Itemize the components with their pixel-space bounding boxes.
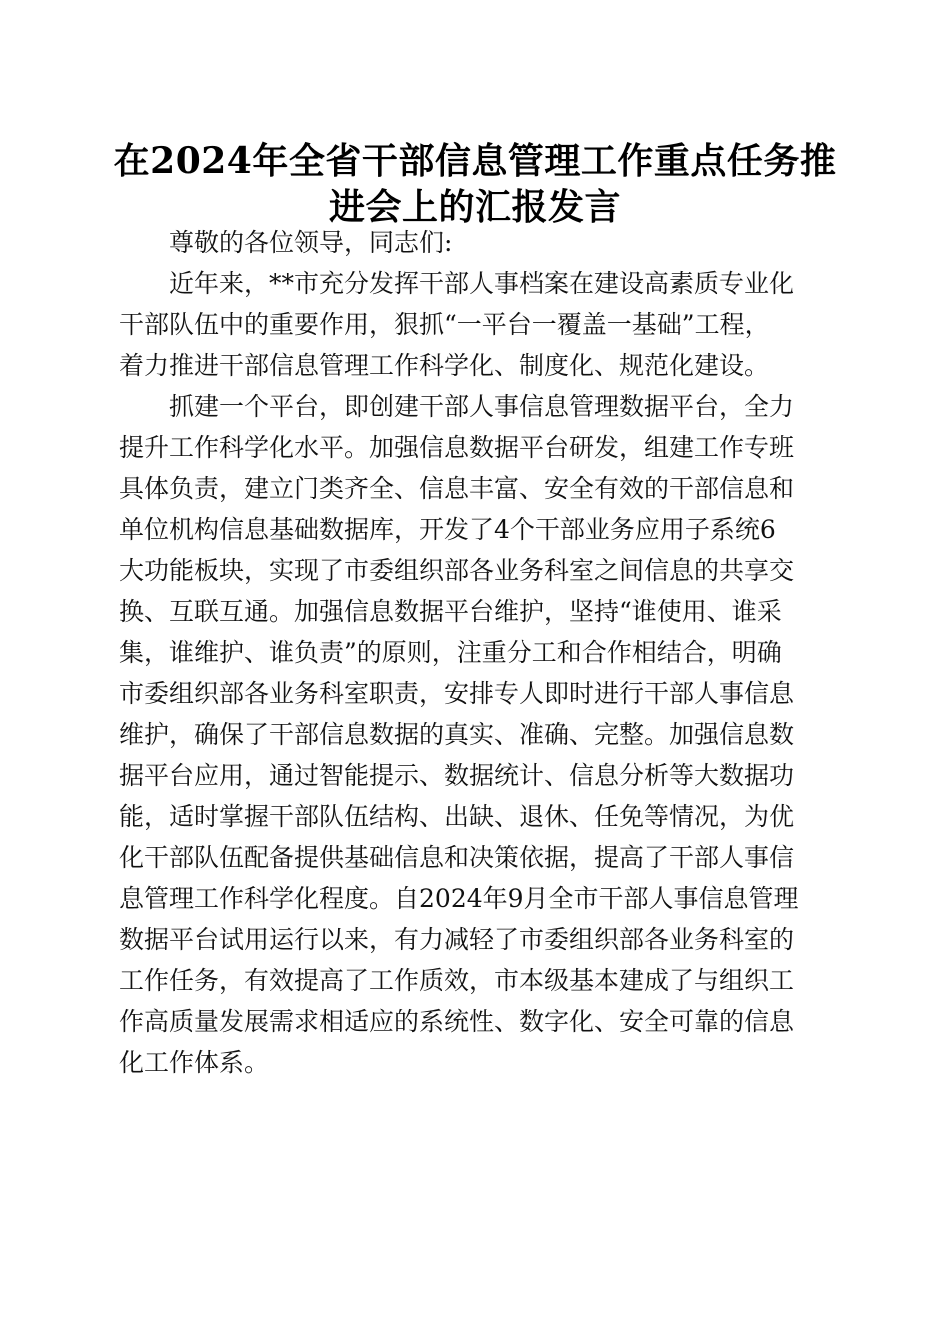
- paragraph-line: 作高质量发展需求相适应的系统性、数字化、安全可靠的信息: [119, 1007, 795, 1036]
- salutation: 尊敬的各位领导，同志们:: [169, 228, 453, 257]
- paragraph-2: [119, 386, 819, 1083]
- paragraph-line: 市委组织部各业务科室职责，安排专人即时进行干部人事信息: [119, 679, 795, 708]
- document-title: [110, 138, 840, 230]
- title-line-2: 进会上的汇报发言: [328, 186, 621, 228]
- paragraph-line: 能，适时掌握干部队伍结构、出缺、退休、任免等情况，为优: [119, 802, 795, 831]
- paragraph-line: 干部队伍中的重要作用，狠抓“一平台一覆盖一基础”工程，: [119, 310, 770, 339]
- paragraph-line: 换、互联互通。加强信息数据平台维护，坚持“谁使用、谁采: [119, 597, 782, 626]
- paragraph-line: 工作任务，有效提高了工作质效，市本级基本建成了与组织工: [119, 966, 795, 995]
- paragraph-line: 息管理工作科学化程度。自2024年9月全市干部人事信息管理: [119, 884, 799, 913]
- paragraph-1: [119, 263, 819, 386]
- paragraph-line: 大功能板块，实现了市委组织部各业务科室之间信息的共享交: [119, 556, 795, 585]
- paragraph-line: 化干部队伍配备提供基础信息和决策依据，提高了干部人事信: [119, 843, 795, 872]
- paragraph-line: 抓建一个平台，即创建干部人事信息管理数据平台，全力: [169, 392, 795, 421]
- paragraph-line: 近年来，**市充分发挥干部人事档案在建设高素质专业化: [169, 269, 795, 298]
- paragraph-line: 着力推进干部信息管理工作科学化、制度化、规范化建设。: [119, 351, 770, 380]
- paragraph-line: 集，谁维护、谁负责”的原则，注重分工和合作相结合，明确: [119, 638, 782, 667]
- document-body: [119, 222, 819, 1083]
- title-line-1: 在2024年全省干部信息管理工作重点任务推: [113, 140, 837, 182]
- paragraph-line: 数据平台试用运行以来，有力减轻了市委组织部各业务科室的: [119, 925, 795, 954]
- paragraph-line: 化工作体系。: [119, 1048, 270, 1077]
- paragraph-line: 维护，确保了干部信息数据的真实、准确、完整。加强信息数: [119, 720, 795, 749]
- paragraph-line: 提升工作科学化水平。加强信息数据平台研发，组建工作专班: [119, 433, 795, 462]
- paragraph-line: 据平台应用，通过智能提示、数据统计、信息分析等大数据功: [119, 761, 795, 790]
- paragraph-line: 单位机构信息基础数据库，开发了4个干部业务应用子系统6: [119, 515, 776, 544]
- paragraph-line: 具体负责，建立门类齐全、信息丰富、安全有效的干部信息和: [119, 474, 795, 503]
